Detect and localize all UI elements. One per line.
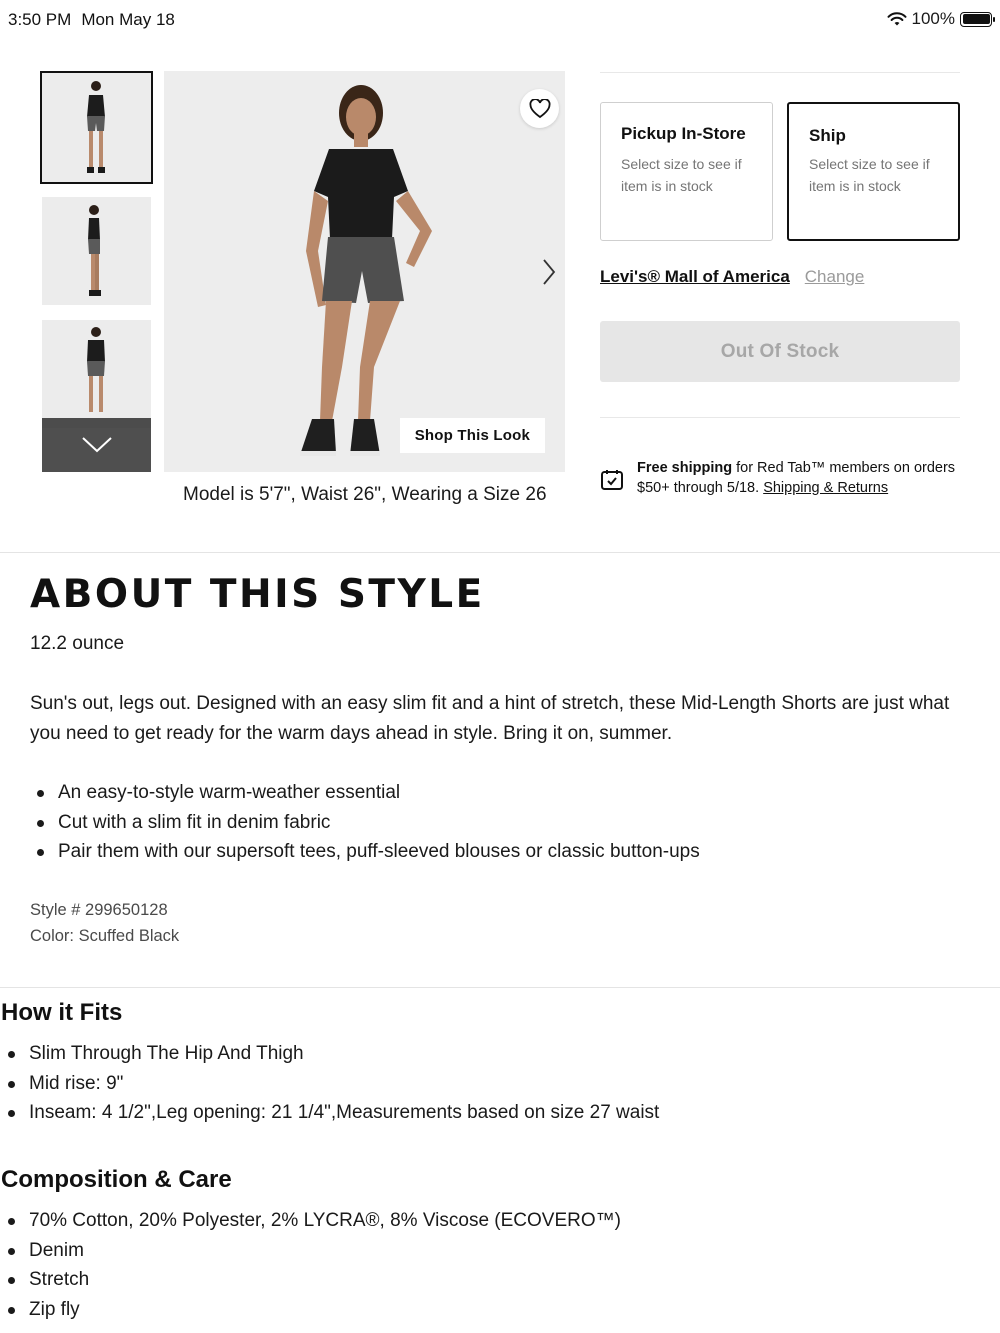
change-store-link[interactable]: Change [804,267,865,286]
fabric-weight: 12.2 ounce [30,633,125,654]
out-of-stock-button[interactable]: Out Of Stock [600,321,960,382]
list-item: Inseam: 4 1/2",Leg opening: 21 1/4",Measurements based on size 27 waist [1,1098,659,1128]
model-back-image [42,320,151,428]
free-shipping-label: Free shipping [637,460,733,476]
divider [600,417,960,418]
battery-percent: 100% [911,9,955,28]
model-photo [164,71,565,472]
list-item: 70% Cotton, 20% Polyester, 2% LYCRA®, 8% Viscose (ECOVERO™) [1,1206,621,1236]
store-name-link[interactable]: Levi's® Mall of America [600,267,790,286]
list-item: Pair them with our supersoft tees, puff-sleeved blouses or classic button-ups [30,837,700,867]
status-time [8,10,175,30]
wifi-icon [887,12,907,27]
thumbnail-scroll-down-button[interactable] [42,418,151,472]
model-side-image [42,197,151,305]
model-caption: Model is 5'7", Waist 26", Wearing a Size 26 [183,484,547,505]
list-item: An easy-to-style warm-weather essential [30,778,700,808]
thumbnail-back[interactable] [42,320,151,428]
list-item: Stretch [1,1265,621,1295]
list-item: Zip fly [1,1295,621,1325]
product-description: Sun's out, legs out. Designed with an easy slim fit and a hint of stretch, these Mid-Length Shorts are just what you need to get ready for the warm days ahead in style. Bring it on, summer. [30,693,950,744]
store-selector [600,267,864,287]
list-item: Slim Through The Hip And Thigh [1,1039,659,1069]
model-front-image [42,73,151,182]
feature-list [30,778,700,867]
status-bar [0,0,1000,40]
pickup-subtitle: Select size to see if item is in stock [621,156,742,194]
style-number: Style # 299650128 [30,901,168,919]
style-color: Color: Scuffed Black [30,927,180,945]
fit-title: How it Fits [1,999,123,1026]
shipping-returns-link[interactable]: Shipping & Returns [763,480,889,496]
style-meta [30,897,179,949]
status-time-text: 3:50 PM [8,10,72,29]
list-item: Denim [1,1236,621,1266]
pickup-title: Pickup In-Store [621,124,746,143]
shop-this-look-button[interactable]: Shop This Look [400,418,545,453]
section-divider [0,552,1000,553]
status-date: Mon May 18 [81,10,175,29]
chevron-right-icon [542,258,556,286]
shipping-text [637,458,960,498]
ship-subtitle: Select size to see if item is in stock [809,156,930,194]
next-image-button[interactable] [539,257,559,287]
status-right [887,9,992,29]
chevron-down-icon [81,436,113,454]
battery-fill [963,14,990,24]
composition-title: Composition & Care [1,1166,232,1193]
pickup-in-store-option[interactable] [600,102,773,241]
about-title: ABOUT THIS STYLE [30,572,485,617]
shipping-info [600,458,960,498]
battery-icon [960,12,992,27]
fit-list [1,1039,659,1128]
divider [600,72,960,73]
list-item: Mid rise: 9" [1,1069,659,1099]
list-item: Cut with a slim fit in denim fabric [30,808,700,838]
heart-icon [529,99,551,119]
calendar-check-icon [600,468,624,492]
thumbnail-front[interactable] [40,71,153,184]
thumbnail-side[interactable] [42,197,151,305]
ship-option[interactable] [787,102,960,241]
shipping-details: for Red Tab™ members on orders $50+ through 5/18. [637,460,956,496]
main-product-image[interactable] [164,71,565,472]
section-divider [0,987,1000,988]
composition-list [1,1206,621,1325]
ship-title: Ship [809,126,846,145]
favorite-button[interactable] [520,89,559,128]
